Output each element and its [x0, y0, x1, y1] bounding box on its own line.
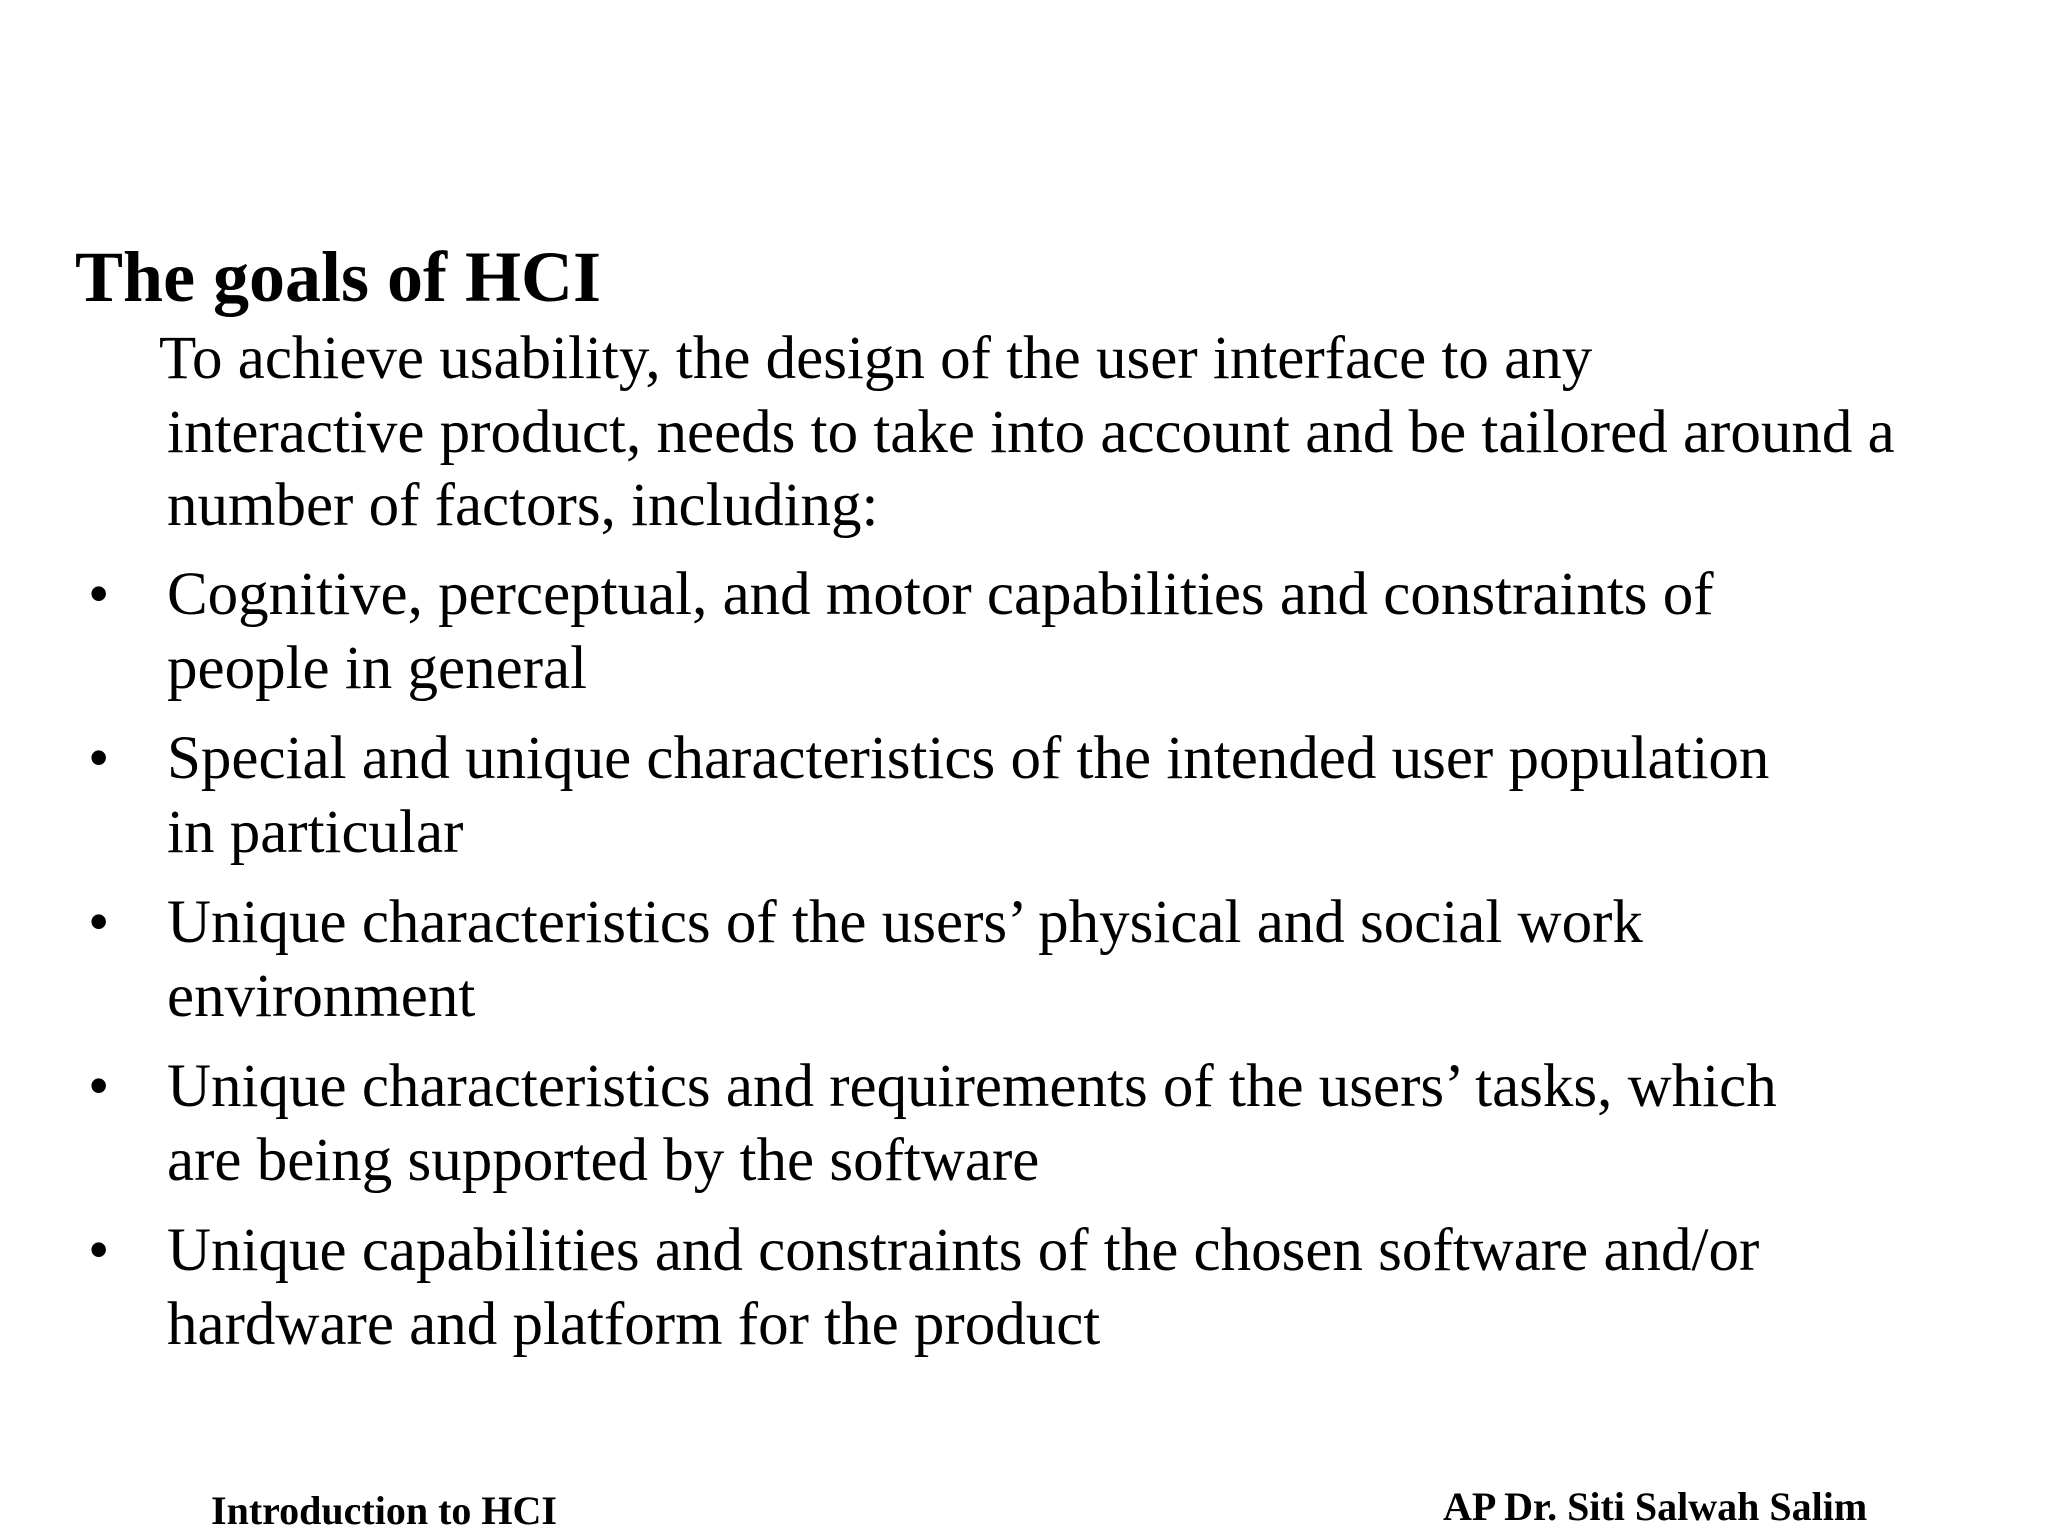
- list-item-line-2: environment: [167, 962, 476, 1030]
- list-item-line-2: in particular: [167, 798, 464, 866]
- list-item-line-1: Unique characteristics and requirements of the users’ tasks, which: [167, 1053, 1777, 1120]
- footer-course-title: Introduction to HCI: [211, 1488, 557, 1533]
- factors-list: [0, 558, 2048, 1378]
- list-item-line-2: people in general: [167, 634, 588, 702]
- intro-line-1: To achieve usability, the design of the user interface to any: [159, 325, 1593, 392]
- list-item-line-2: hardware and platform for the product: [167, 1290, 1101, 1358]
- list-item: [0, 1050, 2048, 1197]
- list-item: [0, 886, 2048, 1033]
- slide-title: The goals of HCI: [75, 237, 602, 317]
- list-item-text: [167, 722, 1997, 869]
- bullet-icon: •: [88, 1053, 110, 1120]
- list-item-text: [167, 558, 1997, 705]
- list-item-text: [167, 886, 1997, 1033]
- bullet-icon: •: [88, 1217, 110, 1284]
- list-item: [0, 1214, 2048, 1361]
- list-item: [0, 722, 2048, 869]
- intro-line-rest: interactive product, needs to take into account and be tailored around a number of factors, including:: [167, 398, 1895, 539]
- list-item-text: [167, 1050, 1997, 1197]
- bullet-icon: •: [88, 725, 110, 792]
- bullet-icon: •: [88, 561, 110, 628]
- intro-paragraph: [159, 322, 1987, 543]
- footer-author: AP Dr. Siti Salwah Salim: [1443, 1484, 1868, 1529]
- list-item-line-1: Special and unique characteristics of the intended user population: [167, 725, 1770, 792]
- list-item-line-1: Unique capabilities and constraints of the chosen software and/or: [167, 1217, 1760, 1284]
- list-item-line-1: Cognitive, perceptual, and motor capabilities and constraints of: [167, 561, 1714, 628]
- list-item-line-2: are being supported by the software: [167, 1126, 1040, 1194]
- list-item: [0, 558, 2048, 705]
- bullet-icon: •: [88, 889, 110, 956]
- list-item-line-1: Unique characteristics of the users’ physical and social work: [167, 889, 1643, 956]
- list-item-text: [167, 1214, 1997, 1361]
